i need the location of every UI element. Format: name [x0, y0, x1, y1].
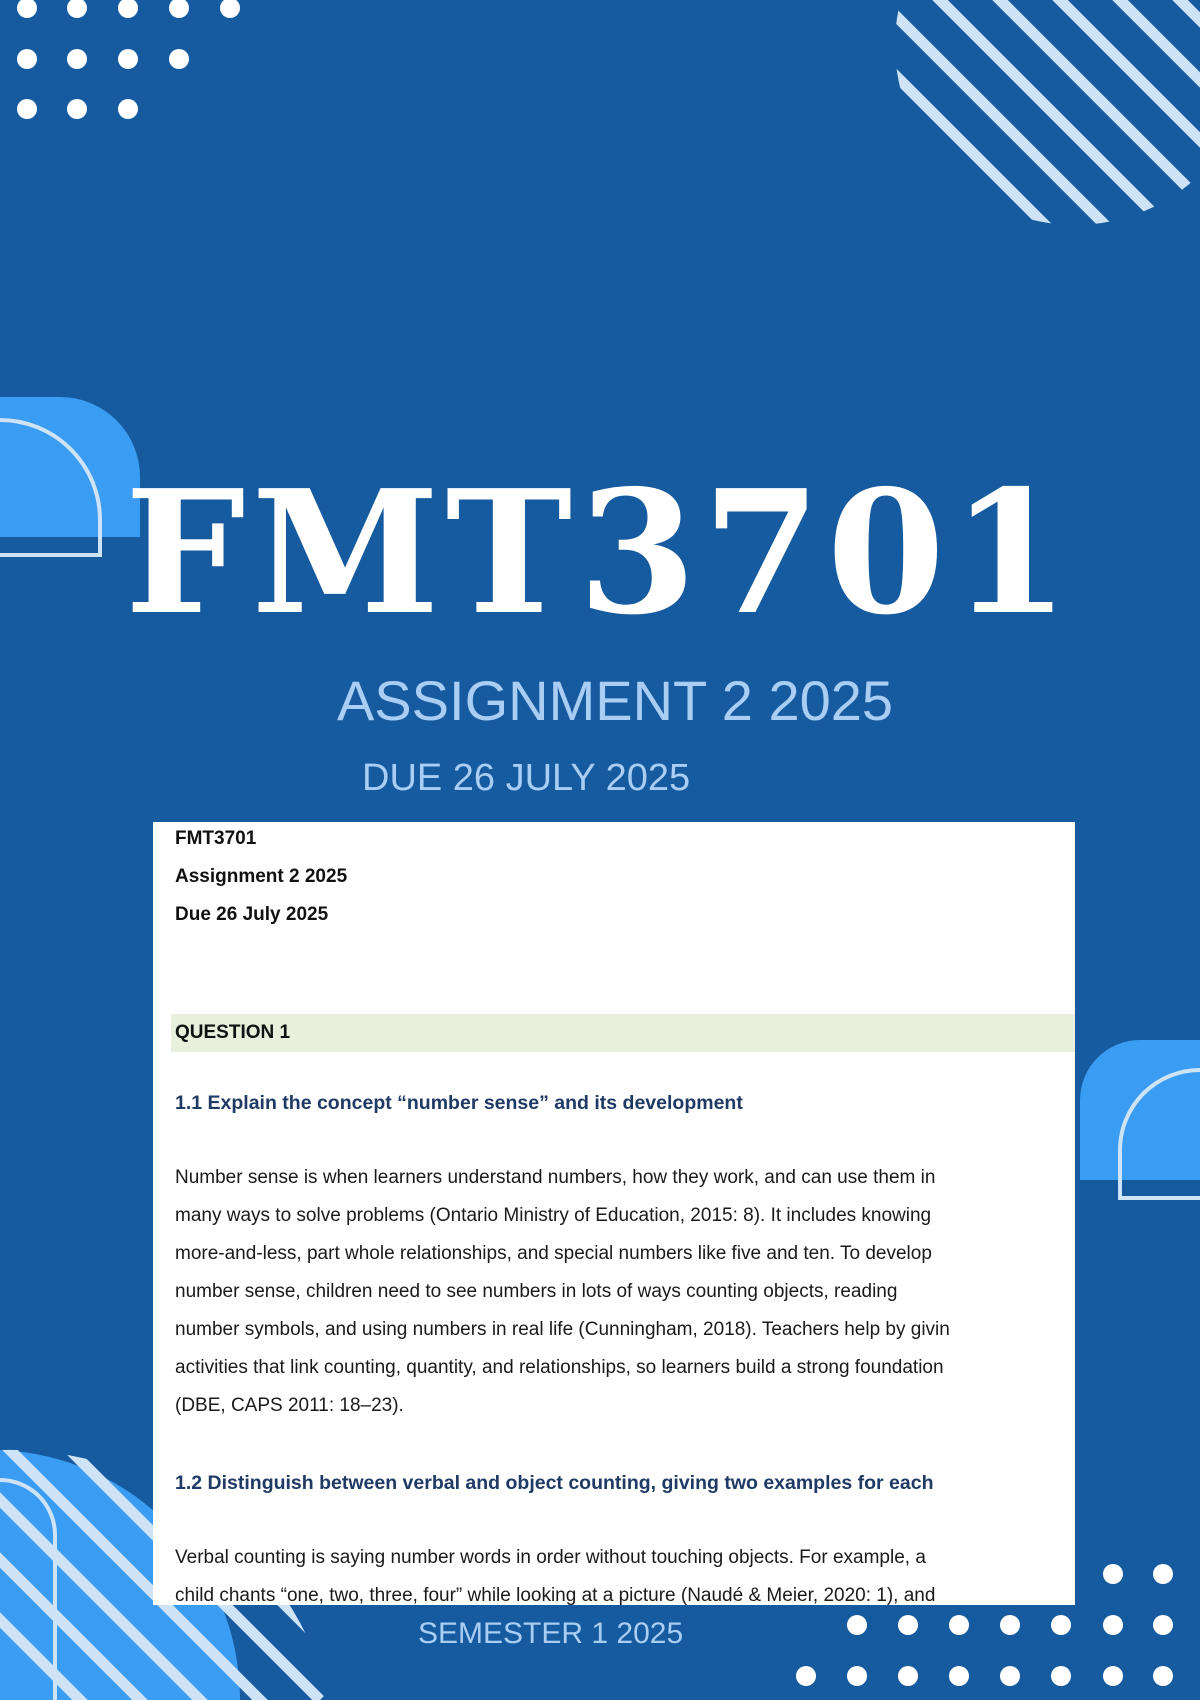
answer-line: number sense, children need to see numbers in lots of ways counting objects, reading — [175, 1281, 898, 1302]
document-assignment: Assignment 2 2025 — [175, 866, 348, 887]
semester-label: SEMESTER 1 2025 — [418, 1617, 684, 1650]
answer-line: number symbols, and using numbers in real life (Cunningham, 2018). Teachers help by givin — [175, 1319, 950, 1340]
quarter-shape-right — [1080, 1040, 1200, 1198]
question-heading-band — [171, 1014, 1075, 1052]
answer-line: many ways to solve problems (Ontario Ministry of Education, 2015: 8). It includes knowing — [175, 1205, 932, 1226]
dot-grid-top-left — [17, 0, 240, 119]
document-due-date: Due 26 July 2025 — [175, 904, 329, 925]
question-1-1-heading: 1.1 Explain the concept “number sense” and its development — [175, 1092, 743, 1114]
question-1-1-answer — [175, 1159, 1075, 1425]
answer-line: child chants “one, two, three, four” while looking at a picture (Naudé & Meier, 2020: 1), and — [175, 1585, 936, 1605]
striped-circle-top-right — [660, 0, 1200, 470]
question-1-2-answer — [175, 1539, 1075, 1605]
course-code-title: FMT3701 — [124, 453, 1076, 653]
answer-line: (DBE, CAPS 2011: 18–23). — [175, 1395, 404, 1416]
answer-line: Verbal counting is saying number words in order without touching objects. For example, a — [175, 1547, 926, 1568]
document-preview — [153, 822, 1075, 1605]
question-1-2-heading: 1.2 Distinguish between verbal and object counting, giving two examples for each — [175, 1472, 934, 1494]
due-date-subtitle: DUE 26 JULY 2025 — [362, 757, 691, 799]
answer-line: Number sense is when learners understand numbers, how they work, and can use them in — [175, 1167, 936, 1188]
question-heading: QUESTION 1 — [175, 1022, 291, 1043]
answer-line: more-and-less, part whole relationships, and special numbers like five and ten. To develop — [175, 1243, 932, 1264]
assignment-subtitle: ASSIGNMENT 2 2025 — [336, 669, 894, 732]
answer-line: activities that link counting, quantity, and relationships, so learners build a strong foundation — [175, 1357, 944, 1378]
document-course-code: FMT3701 — [175, 828, 257, 849]
